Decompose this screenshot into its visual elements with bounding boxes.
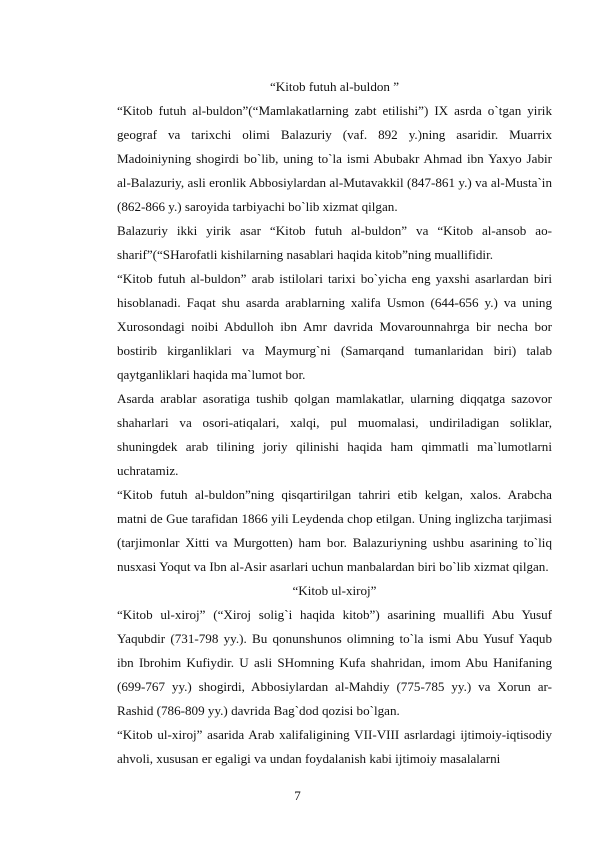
section-heading-xiroj: “Kitob ul-xiroj” bbox=[292, 583, 377, 598]
paragraph: “Kitob ul-xiroj” asarida Arab xalifaligining VII-VIII asrlardagi ijtimoiy-iqtisodiy ahvoli, xususan er egaligi va undan foydalanish kabi ijtimoiy masalalarni bbox=[117, 727, 552, 766]
paragraph: “Kitob futuh al-buldon”(“Mamlakatlarning zabt etilishi”) IX asrda o`tgan yirik geograf va tarixchi olimi Balazuriy (vaf. 892 y.)ning asaridir. Muarrix Madoiniyning shogirdi bo`lib, uning to`la ismi Abubakr Ahmad ibn Yaxyo Jabir al-Balazuriy, asli eronlik Abbosiylardan al-Mutavakkil (847-861 y.) va al-Musta`in (862-866 y.) saroyida tarbiyachi bo`lib xizmat qilgan. bbox=[117, 103, 552, 214]
paragraph: Balazuriy ikki yirik asar “Kitob futuh al-buldon” va “Kitob al-ansob ao-sharif”(“SHarofatli kishilarning nasablari haqida kitob”ning muallifidir. bbox=[117, 223, 552, 262]
paragraph: “Kitob ul-xiroj” (“Xiroj solig`i haqida kitob”) asarining muallifi Abu Yusuf Yaqubdir (731-798 yy.). Bu qonunshunos olimning to`la ismi Abu Yusuf Yaqub ibn Ibrohim Kufiydir. U asli SHomning Kufa shahridan, imom Abu Hanifaning (699-767 yy.) shogirdi, Abbosiylardan al-Mahdiy (775-785 yy.) va Xorun ar-Rashid (786-809 yy.) davrida Bag`dod qozisi bo`lgan. bbox=[117, 607, 552, 718]
paragraph: Asarda arablar asoratiga tushib qolgan mamlakatlar, ularning diqqatga sazovor shaharlari va osori-atiqalari, xalqi, pul muomalasi, undiriladigan soliklar, shuningdek arab tilining joriy qilinishi haqida ham qimmatli ma`lumotlarni uchratamiz. bbox=[117, 391, 552, 478]
section-heading-futuh: “Kitob futuh al-buldon ” bbox=[269, 79, 400, 94]
paragraph: “Kitob futuh al-buldon” arab istilolari tarixi bo`yicha eng yaxshi asarlardan biri hisoblanadi. Faqat shu asarda arablarning xalifa Usmon (644-656 y.) va uning Xurosondagi noibi Abdulloh ibn Amr davrida Movarounnahrga bir necha bor bostirib kirganliklari va Maymurg`ni (Samarqand tumanlaridan biri) talab qaytganliklari haqida ma`lumot bor. bbox=[117, 271, 552, 382]
page-content bbox=[117, 75, 552, 771]
page-number: 7 bbox=[294, 788, 301, 803]
paragraph: “Kitob futuh al-buldon”ning qisqartirilgan tahriri etib kelgan, xalos. Arabcha matni de Gue tarafidan 1866 yili Leydenda chop etilgan. Uning inglizcha tarjimasi (tarjimonlar Xitti va Murgotten) ham bor. Balazuriyning ushbu asarining to`liq nusxasi Yoqut va Ibn al-Asir asarlari uchun manbalardan biri bo`lib xizmat qilgan. bbox=[117, 487, 552, 574]
